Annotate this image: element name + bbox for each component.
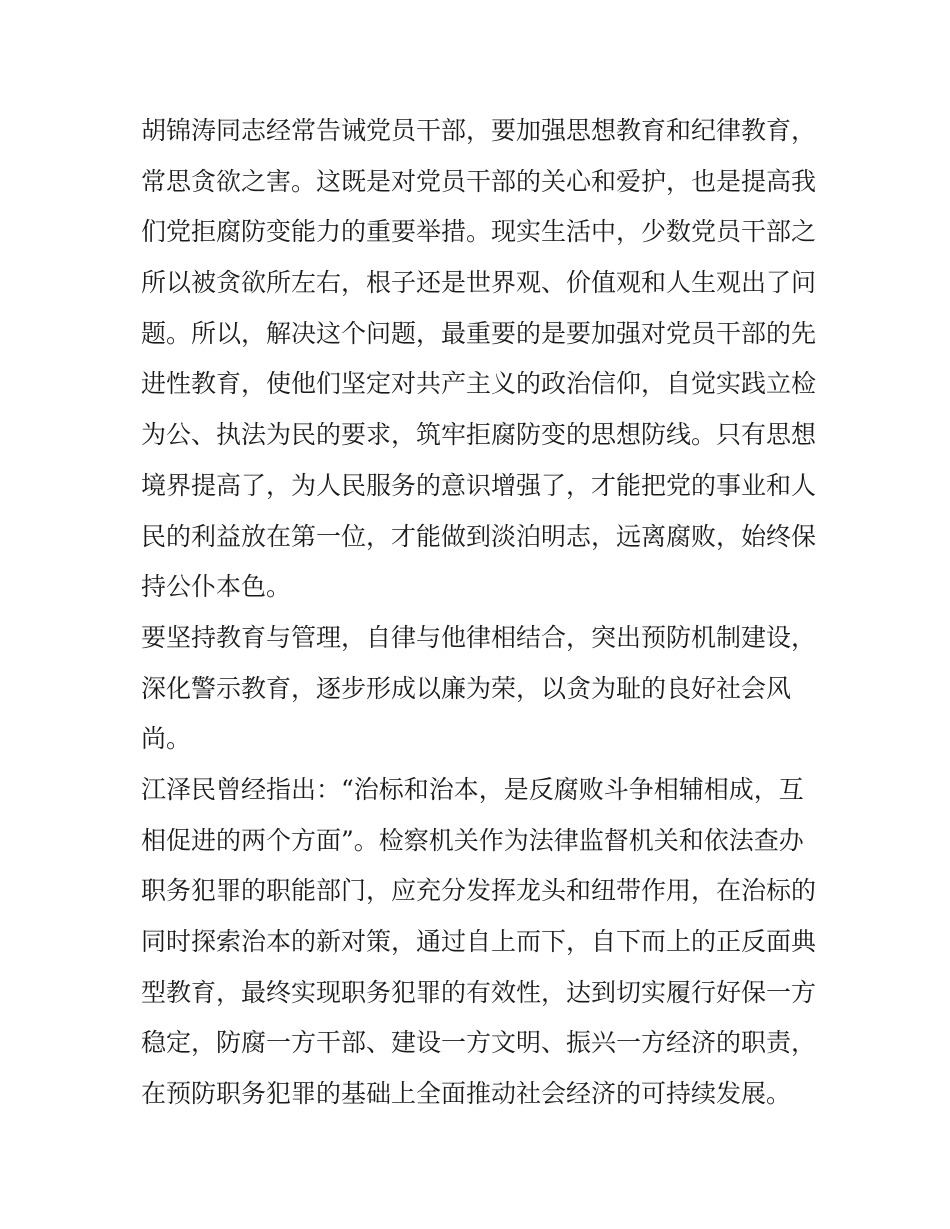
text-line: 同时探索治本的新对策，通过自上而下，自下而上的正反面典	[141, 927, 817, 956]
text-line: 所以被贪欲所左右，根子还是世界观、价值观和人生观出了问	[141, 268, 817, 298]
paragraph-1	[141, 106, 831, 613]
paragraph-2	[141, 613, 831, 765]
text-line: 们党拒腐防变能力的重要举措。现实生活中，少数党员干部之	[141, 217, 817, 247]
text-line: 尚。	[141, 724, 192, 754]
document-body	[141, 106, 831, 1120]
text-line: 进性教育，使他们坚定对共产主义的政治信仰，自觉实践立检	[141, 369, 817, 399]
paragraph-3	[141, 765, 831, 1120]
text-line: 常思贪欲之害。这既是对党员干部的关心和爱护，也是提高我	[141, 166, 817, 196]
text-line: 境界提高了，为人民服务的意识增强了，才能把党的事业和人	[141, 470, 817, 500]
text-line: 持公仆本色。	[141, 572, 292, 602]
text-line: 胡锦涛同志经常告诫党员干部，要加强思想教育和纪律教育，	[141, 116, 817, 145]
text-line: 职务犯罪的职能部门，应充分发挥龙头和纽带作用，在治标的	[141, 876, 817, 906]
text-line: 为公、执法为民的要求，筑牢拒腐防变的思想防线。只有思想	[141, 420, 817, 450]
text-line: 民的利益放在第一位，才能做到淡泊明志，远离腐败，始终保	[141, 521, 817, 551]
text-line: 题。所以，解决这个问题，最重要的是要加强对党员干部的先	[141, 318, 817, 348]
text-line: 要坚持教育与管理，自律与他律相结合，突出预防机制建设，	[141, 622, 817, 652]
text-line: 相促进的两个方面”。检察机关作为法律监督机关和依法查办	[141, 825, 804, 855]
text-line: 型教育，最终实现职务犯罪的有效性，达到切实履行好保一方	[141, 977, 817, 1007]
text-line: 江泽民曾经指出：“治标和治本，是反腐败斗争相辅相成，互	[141, 774, 804, 804]
text-line: 深化警示教育，逐步形成以廉为荣，以贪为耻的良好社会风	[141, 673, 792, 703]
text-line: 稳定，防腐一方干部、建设一方文明、振兴一方经济的职责，	[141, 1028, 817, 1058]
text-line: 在预防职务犯罪的基础上全面推动社会经济的可持续发展。	[141, 1079, 792, 1109]
